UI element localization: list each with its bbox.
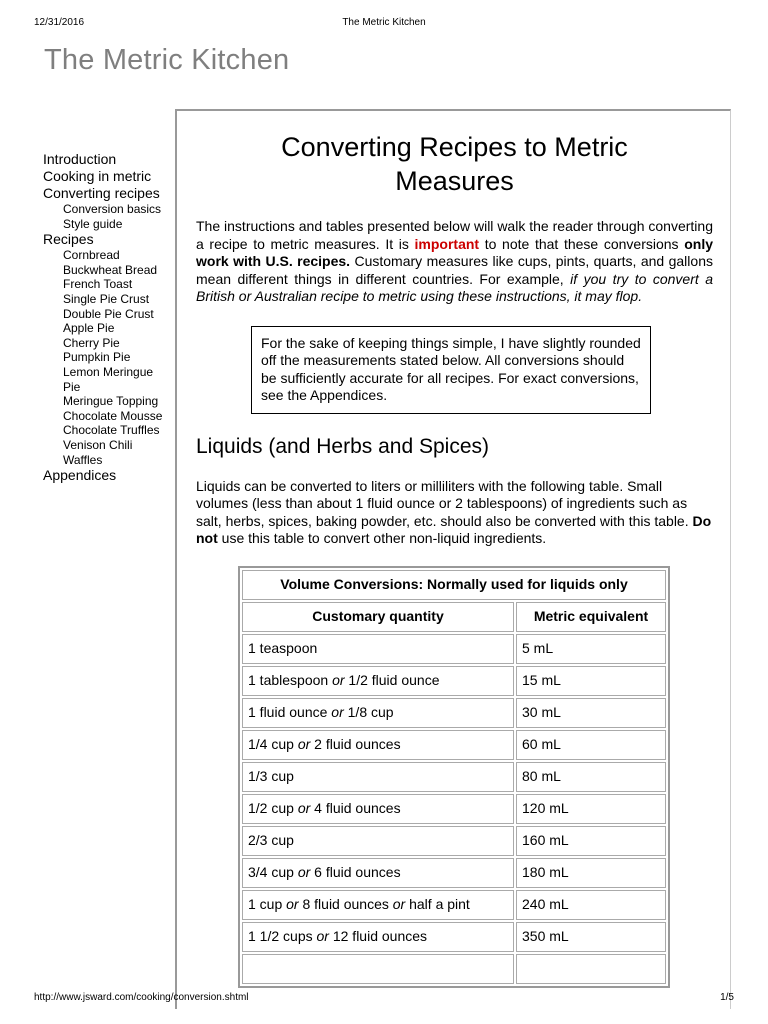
customary-cell: 1/2 cup or 4 fluid ounces bbox=[242, 794, 514, 824]
site-title: The Metric Kitchen bbox=[44, 44, 290, 76]
column-header-customary: Customary quantity bbox=[242, 602, 514, 632]
table-row bbox=[242, 954, 666, 984]
metric-cell: 240 mL bbox=[516, 890, 666, 920]
sidebar-subitem-chocolate-truffles[interactable]: Chocolate Truffles bbox=[63, 423, 160, 438]
table-row bbox=[242, 794, 666, 824]
table-row bbox=[242, 666, 666, 696]
intro-text-1: The instructions and tables presented below will walk the reader through converting a recipe to metric measures. It is bbox=[196, 218, 713, 252]
rounding-notice: For the sake of keeping things simple, I have slightly rounded off the measurements stated below. All conversions should be sufficiently accurate for all recipes. For exact conversions, see the Appendices. bbox=[251, 326, 651, 414]
customary-cell: 1 1/2 cups or 12 fluid ounces bbox=[242, 922, 514, 952]
liquids-text-1: Liquids can be converted to liters or milliliters with the following table. Small volumes (less than about 1 fluid ounce or 2 tablespoons) of ingredients such as salt, herbs, spices, baking powder, etc. should also be converted with this table. bbox=[196, 477, 693, 529]
customary-cell: 3/4 cup or 6 fluid ounces bbox=[242, 858, 514, 888]
metric-cell: 120 mL bbox=[516, 794, 666, 824]
customary-cell: 1 teaspoon bbox=[242, 634, 514, 664]
metric-cell: 180 mL bbox=[516, 858, 666, 888]
table-caption: Volume Conversions: Normally used for liquids only bbox=[242, 570, 666, 600]
intro-paragraph bbox=[196, 218, 713, 306]
sidebar-subitem-apple-pie[interactable]: Apple Pie bbox=[63, 321, 115, 336]
table-row bbox=[242, 890, 666, 920]
metric-cell: 15 mL bbox=[516, 666, 666, 696]
intro-text-2: to note that these conversions bbox=[479, 235, 685, 252]
print-header bbox=[34, 17, 734, 31]
column-header-metric: Metric equivalent bbox=[516, 602, 666, 632]
table-row bbox=[242, 858, 666, 888]
customary-cell: 1 fluid ounce or 1/8 cup bbox=[242, 698, 514, 728]
metric-cell bbox=[516, 954, 666, 984]
sidebar-subitem-double-pie-crust[interactable]: Double Pie Crust bbox=[63, 306, 154, 321]
print-title: The Metric Kitchen bbox=[342, 17, 426, 28]
table-row bbox=[242, 826, 666, 856]
table-row bbox=[242, 730, 666, 760]
liquids-heading: Liquids (and Herbs and Spices) bbox=[196, 434, 489, 458]
sidebar-subitem-buckwheat-bread[interactable]: Buckwheat Bread bbox=[63, 262, 158, 277]
table-row bbox=[242, 698, 666, 728]
sidebar-subitem-pumpkin-pie[interactable]: Pumpkin Pie bbox=[63, 350, 131, 365]
sidebar-subitem-single-pie-crust[interactable]: Single Pie Crust bbox=[63, 291, 150, 306]
volume-conversion-table bbox=[238, 566, 670, 988]
sidebar-item-introduction[interactable]: Introduction bbox=[43, 151, 117, 167]
customary-cell: 1/4 cup or 2 fluid ounces bbox=[242, 730, 514, 760]
us-recipes-emphasis: only work with U.S. recipes. bbox=[196, 235, 713, 269]
sidebar-sublist-converting-recipes bbox=[43, 202, 173, 231]
sidebar-item-cooking-in-metric[interactable]: Cooking in metric bbox=[43, 168, 152, 184]
table-row bbox=[242, 634, 666, 664]
british-warning: if you try to convert a British or Australian recipe to metric using these instructions, it may flop. bbox=[196, 270, 713, 304]
sidebar-item-appendices[interactable]: Appendices bbox=[43, 467, 117, 484]
sidebar-subitem-chocolate-mousse[interactable]: Chocolate Mousse bbox=[63, 408, 163, 423]
table-body bbox=[242, 634, 666, 984]
sidebar-subitem-venison-chili[interactable]: Venison Chili bbox=[63, 437, 133, 452]
sidebar-subitem-cornbread[interactable]: Cornbread bbox=[63, 248, 120, 263]
sidebar-subitem-french-toast[interactable]: French Toast bbox=[63, 277, 133, 292]
sidebar-item-converting-recipes[interactable]: Converting recipes bbox=[43, 185, 160, 201]
important-emphasis: important bbox=[414, 235, 480, 252]
liquids-paragraph bbox=[196, 478, 713, 548]
intro-text-3: Customary measures like cups, pints, quarts, and gallons mean different things in different countries. For example, bbox=[196, 253, 713, 287]
sidebar-subitem-meringue-topping[interactable]: Meringue Topping bbox=[63, 394, 159, 409]
customary-cell: 1 tablespoon or 1/2 fluid ounce bbox=[242, 666, 514, 696]
sidebar-subitem-cherry-pie[interactable]: Cherry Pie bbox=[63, 335, 120, 350]
sidebar-sublist-recipes bbox=[43, 248, 173, 467]
metric-cell: 350 mL bbox=[516, 922, 666, 952]
sidebar-subitem-conversion-basics[interactable]: Conversion basics bbox=[63, 202, 162, 216]
sidebar-subitem-style-guide[interactable]: Style guide bbox=[63, 216, 123, 231]
metric-cell: 60 mL bbox=[516, 730, 666, 760]
page-heading: Converting Recipes to Metric Measures bbox=[281, 132, 628, 196]
customary-cell: 2/3 cup bbox=[242, 826, 514, 856]
do-not-emphasis: Do not bbox=[196, 512, 712, 546]
liquids-text-2: use this table to convert other non-liquid ingredients. bbox=[217, 530, 547, 546]
sidebar-subitem-waffles[interactable]: Waffles bbox=[63, 452, 103, 467]
page-number: 1/5 bbox=[720, 992, 734, 1003]
sidebar-item-recipes[interactable]: Recipes bbox=[43, 231, 94, 248]
sidebar-subitem-lemon-meringue-pie[interactable]: Lemon Meringue Pie bbox=[63, 364, 154, 394]
metric-cell: 80 mL bbox=[516, 762, 666, 792]
table-row bbox=[242, 922, 666, 952]
metric-cell: 160 mL bbox=[516, 826, 666, 856]
customary-cell: 1/3 cup bbox=[242, 762, 514, 792]
customary-cell: 1 cup or 8 fluid ounces or half a pint bbox=[242, 890, 514, 920]
print-url: http://www.jsward.com/cooking/conversion.shtml bbox=[34, 992, 249, 1003]
metric-cell: 30 mL bbox=[516, 698, 666, 728]
table-row bbox=[242, 762, 666, 792]
print-footer bbox=[34, 992, 734, 1006]
customary-cell bbox=[242, 954, 514, 984]
sidebar-nav bbox=[43, 151, 173, 484]
print-date: 12/31/2016 bbox=[34, 17, 85, 28]
metric-cell: 5 mL bbox=[516, 634, 666, 664]
main-content bbox=[196, 130, 713, 988]
